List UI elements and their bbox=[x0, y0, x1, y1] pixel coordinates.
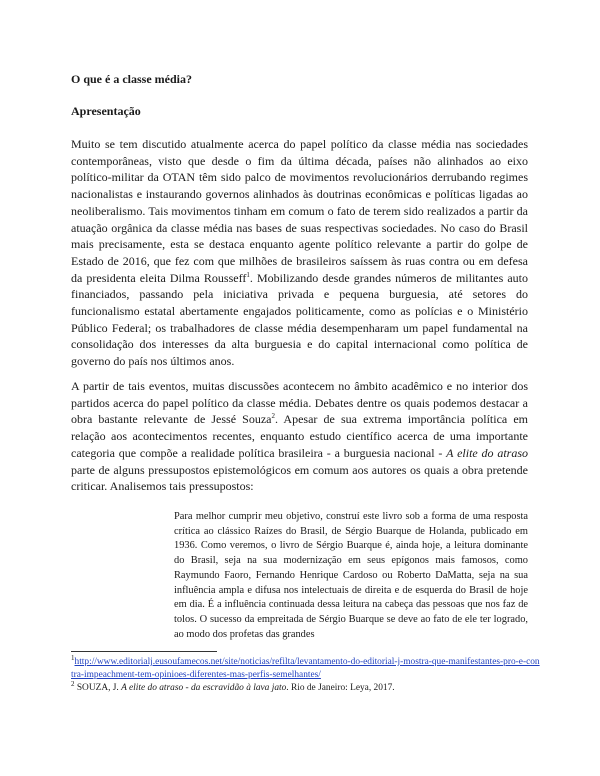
paragraph-2-text-c: parte de alguns pressupostos epistemológicos em comum aos autores os quais a obra pretende criticar. Analisemos tais pressupostos: bbox=[71, 462, 528, 494]
footnote-2-text-b: . Rio de Janeiro: Leya, 2017. bbox=[286, 683, 395, 693]
block-quote: Para melhor cumprir meu objetivo, construí este livro sob a forma de uma resposta crítica ao clássico Raízes do Brasil, de Sérgio Buarque de Holanda, publicado em 1936. Como veremos, o livro de Sérgio Buarque é, ainda hoje, a leitura dominante do Brasil, seja na sua modernização em seus epígonos mais famosos, como Raymundo Faoro, Fernando Henrique Cardoso ou Roberto DaMatta, seja na sua influência ampla e difusa nos intelectuais de direita e de esquerda do Brasil de hoje em dia. É a influência continuada dessa leitura na cabeça das pessoas que nos faz de tolos. O sucesso da empreitada de Sérgio Buarque se deve ao fato de ele ter logrado, ao modo dos profetas das grandes bbox=[174, 511, 528, 640]
document-title: O que é a classe média? bbox=[71, 72, 192, 86]
footnote-1-link[interactable]: http://www.editorialj.eusoufamecos.net/site/noticias/refilta/levantamento-do-editorial-j-mostra-que-manifestantes-pro-e-contra-impeachment-tem-opinioes-diferentes-mas-perfis-semelhantes/ bbox=[71, 657, 540, 680]
paragraph-2 bbox=[71, 378, 528, 495]
footnote-1-mark: 1 bbox=[71, 653, 75, 662]
paragraph-1 bbox=[71, 136, 528, 370]
paragraph-1-text-a: Muito se tem discutido atualmente acerca do papel político da classe média nas sociedades contemporâneas, visto que desde o fim da última década, países não alinhados ao eixo político-militar da OTAN têm sido palco de movimentos revolucionários derrubando regimes nacionalistas e instaurando governos alinhados às doutrinas econômicas e políticas ligadas ao neoliberalismo. Tais movimentos tinham em comum o fato de terem sido realizados a partir da atuação orgânica da classe média nas bases de suas respectivas sociedades. No caso do Brasil mais precisamente, esta se destaca enquanto agente político relevante a partir do golpe de Estado de 2016, que fez com que milhões de brasileiros saíssem às ruas contra ou em defesa da presidenta eleita Dilma Rousseff bbox=[71, 137, 528, 285]
footnote-2-text-a: SOUZA, J. bbox=[74, 683, 122, 693]
paragraph-1-text-b: . Mobilizando desde grandes números de militantes auto financiados, passando pela iniciativa privada e pequena burguesia, até setores do funcionalismo estatal abertamente engajados politicamente, como as polícias e o Ministério Público Federal; os trabalhadores de classe média desempenharam um papel fundamental na consolidação dos interesses da alta burguesia e do capital internacional como política de governo do país nos últimos anos. bbox=[71, 270, 529, 369]
paragraph-2-text-b: . Apesar de sua extrema importância política em relação aos acontecimentos recentes, enquanto estudo científico acerca de uma importante categoria que compõe a realidade política brasileira - a burguesia nacional - bbox=[71, 412, 529, 460]
paragraph-2-text-a: A partir de tais eventos, muitas discussões acontecem no âmbito acadêmico e no interior dos partidos acerca do papel político da classe média. Debates dentre os quais podemos destacar a obra bastante relevante de Jessé Souza bbox=[71, 379, 528, 427]
footnote-ref-2[interactable]: 2 bbox=[271, 412, 275, 421]
footnote-2-book-title: A elite do atraso - da escravidão à lava jato bbox=[121, 683, 287, 693]
footnote-ref-1[interactable]: 1 bbox=[246, 270, 250, 279]
section-heading: Apresentação bbox=[71, 104, 141, 118]
footnote-1 bbox=[71, 653, 541, 682]
footnote-divider bbox=[71, 651, 217, 652]
footnote-2-mark: 2 bbox=[71, 679, 75, 688]
footnote-2 bbox=[71, 679, 541, 695]
book-title-italic: A elite do atraso bbox=[446, 445, 529, 460]
